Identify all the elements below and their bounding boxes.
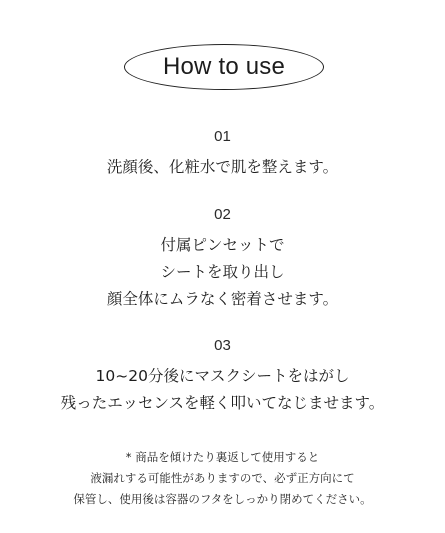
step-01 — [0, 128, 445, 181]
step-text-line: 洗顔後、化粧水で肌を整えます。 — [106, 158, 339, 176]
step-02 — [0, 206, 445, 313]
step-number: 01 — [214, 128, 231, 145]
step-text-line: 残ったエッセンスを軽く叩いてなじませます。 — [60, 394, 385, 412]
step-03 — [0, 337, 445, 417]
title-badge — [124, 44, 324, 90]
step-text-line: 付属ピンセットで — [160, 236, 285, 254]
caution-note — [0, 447, 445, 510]
step-text-line: 顔全体にムラなく密着させます。 — [106, 290, 339, 308]
step-number: 03 — [214, 337, 231, 354]
note-line: * 商品を傾けたり裏返して使用すると — [125, 450, 320, 464]
step-text-line: シートを取り出し — [160, 263, 285, 281]
page-title: How to use — [162, 53, 286, 80]
step-number: 02 — [214, 206, 231, 223]
note-line: 保管し、使用後は容器のフタをしっかり閉めてください。 — [73, 492, 372, 506]
step-text-line: 10~20分後にマスクシートをはがし — [95, 367, 350, 385]
note-line: 液漏れする可能性がありますので、必ず正方向にて — [90, 471, 355, 485]
